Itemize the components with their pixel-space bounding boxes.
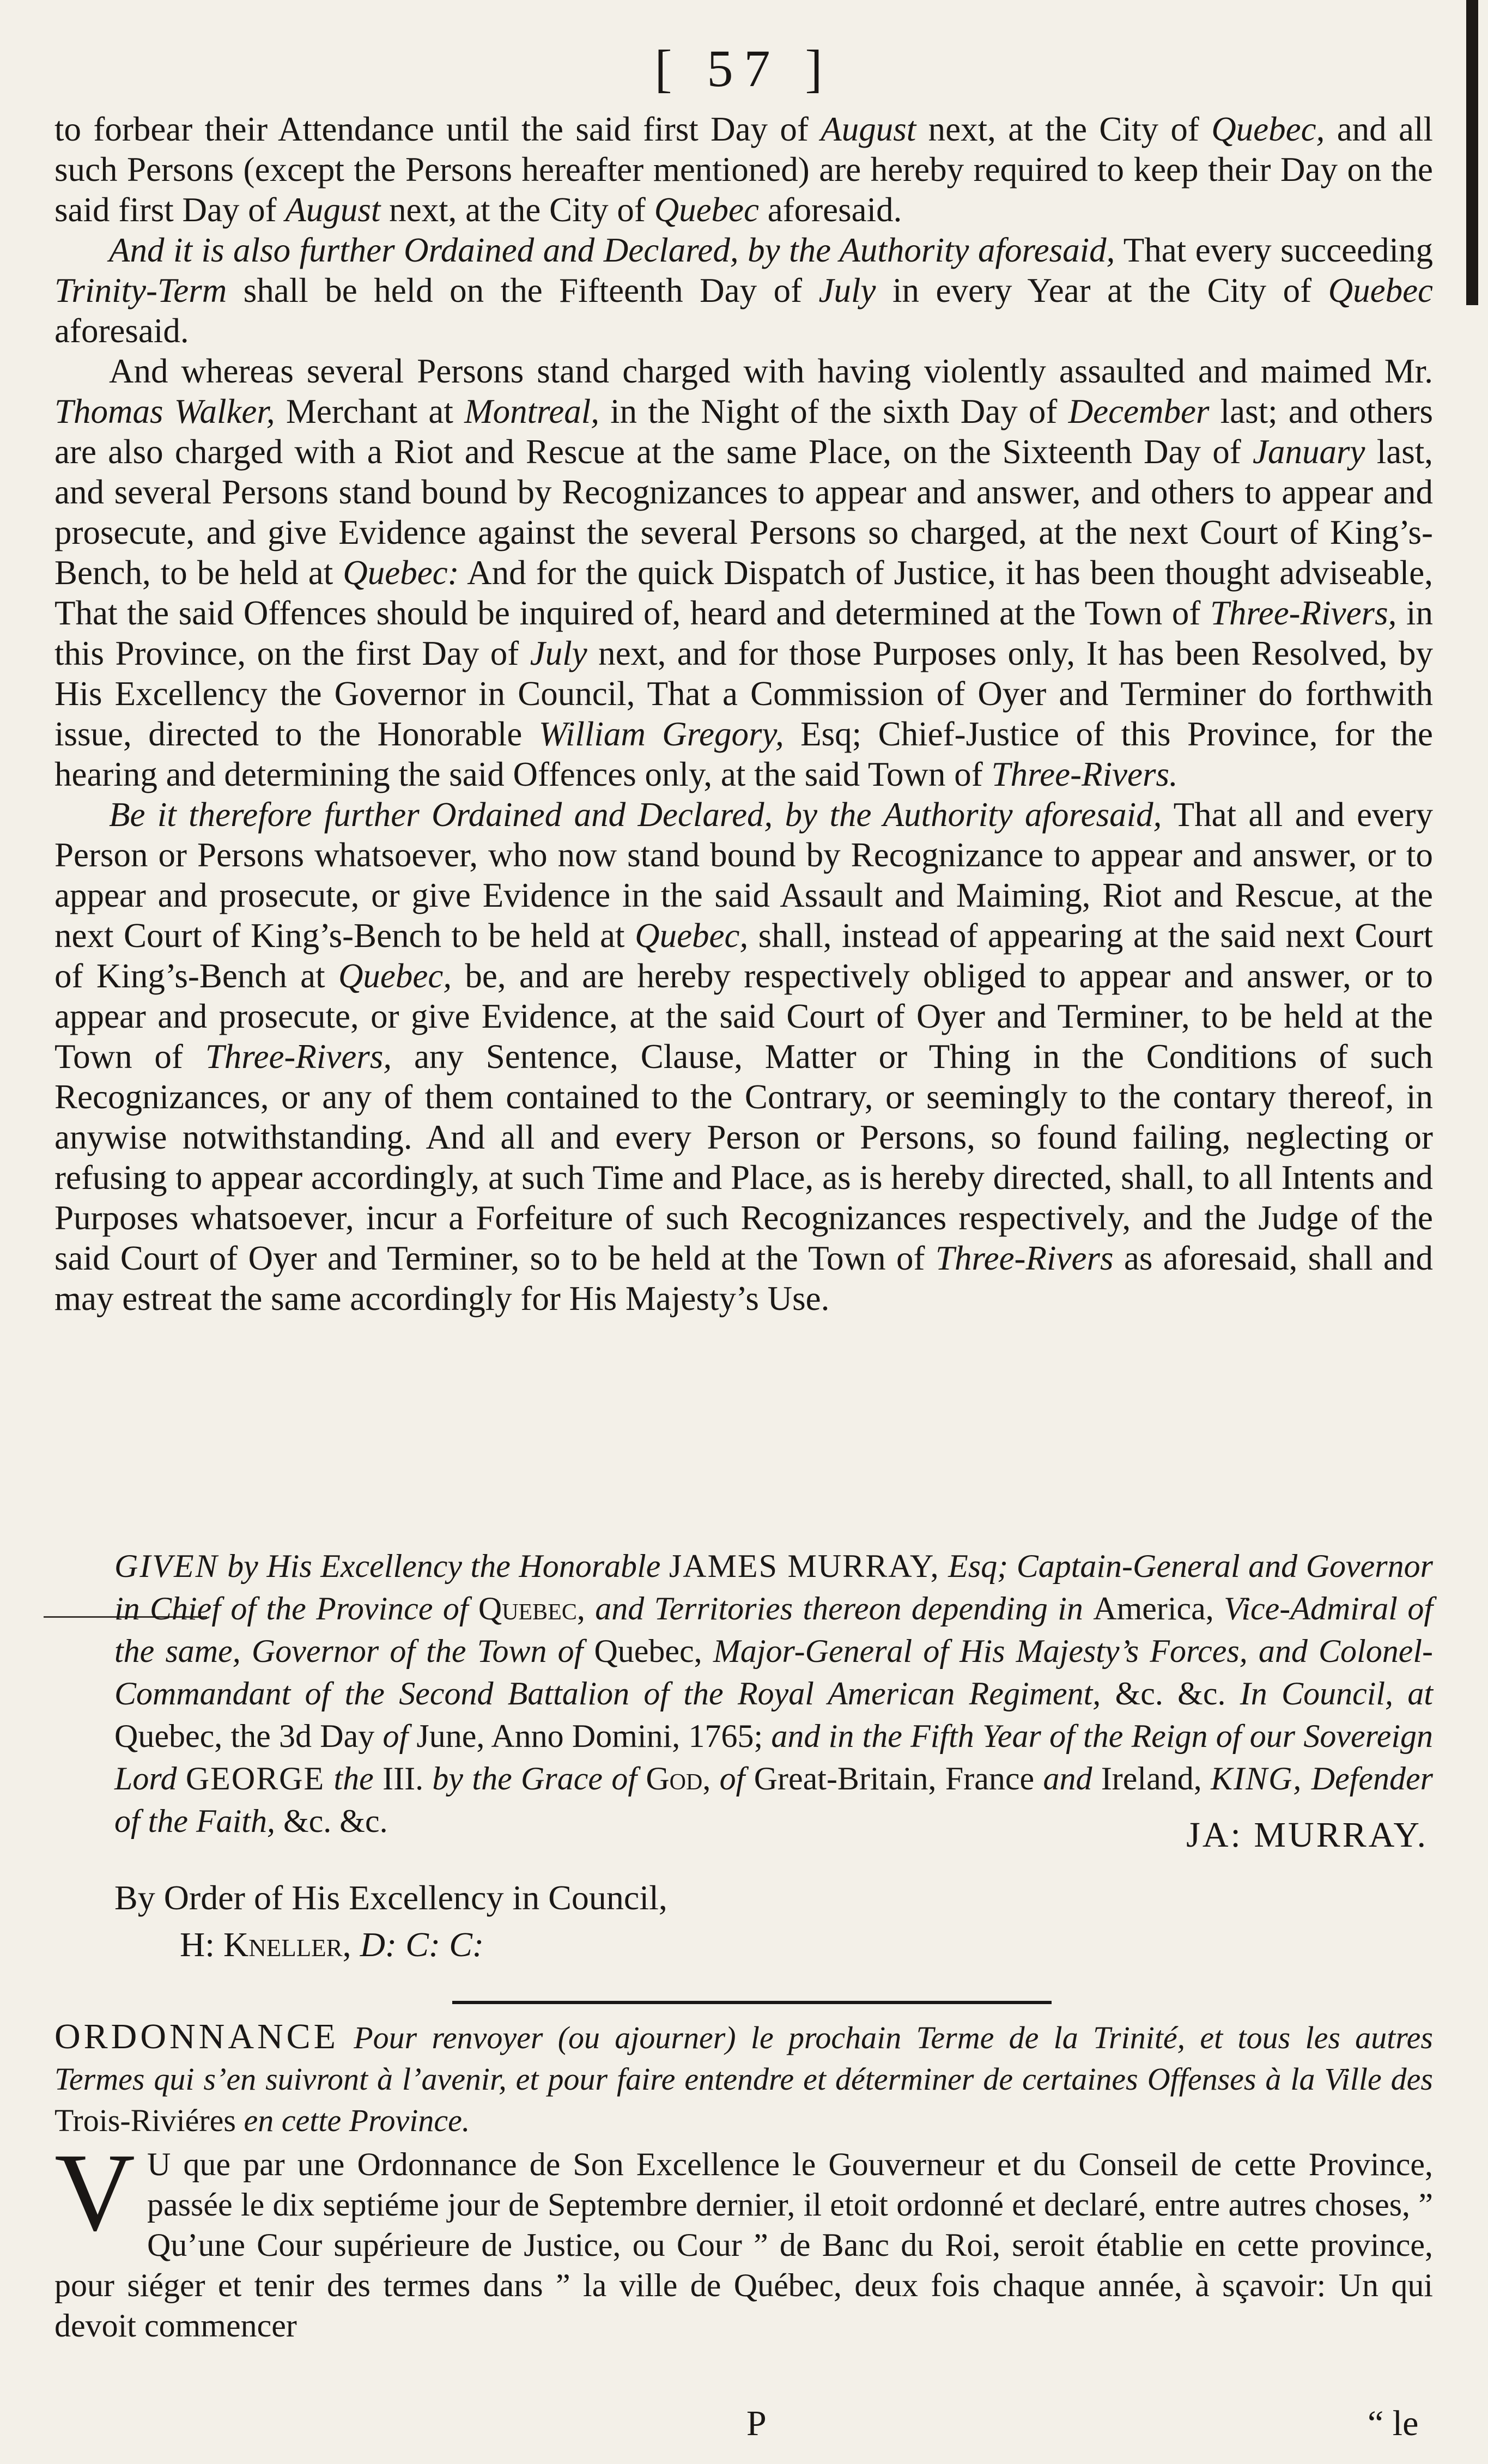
- order-block: [114, 1874, 667, 1968]
- drop-cap: V: [54, 2131, 136, 2254]
- section-rule: [452, 2001, 1052, 2004]
- kneller-title: D: C: C:: [360, 1925, 484, 1964]
- given-clause: GIVEN by His Excellency the Honorable JAMES MURRAY, Esq; Captain-General and Governor in Chief of the Province of Quebec, and Territories thereon depending in America, Vice-Admiral of the same, Governor of the Town of Quebec, Major-General of His Majesty’s Forces, and Colonel-Commandant of the Second Battalion of the Royal American Regiment, &c. &c. In Council, at Quebec, the 3d Day of June, Anno Domini, 1765; and in the Fifth Year of the Reign of our Sovereign Lord GEORGE the III. by the Grace of God, of Great-Britain, France and Ireland, KING, Defender of the Faith, &c. &c.: [114, 1548, 1434, 1839]
- paragraph-2: And it is also further Ordained and Declared, by the Authority aforesaid, That every succeeding Trinity-Term shall be held on the Fifteenth Day of July in every Year at the City of Quebec aforesaid.: [54, 231, 1433, 350]
- paragraph-1: to forbear their Attendance until the said first Day of August next, at the City of Quebec, and all such Persons (except the Persons hereafter mentioned) are hereby required to keep their Day on the said first Day of August next, at the City of Quebec aforesaid.: [54, 110, 1434, 229]
- ordonnance-title: ORDONNANCE Pour renvoyer (ou ajourner) le prochain Terme de la Trinité, et tous les autres Termes qui s’en suivront à l’avenir, et pour faire entendre et déterminer de certaines Offenses à la Ville des Trois-Riviéres en cette Province.: [54, 2017, 1433, 2138]
- body-text: [54, 109, 1433, 1319]
- ordonnance-text: U que par une Ordonnance de Son Excellence le Gouverneur et du Conseil de cette Province, passée le dix septiéme jour de Septembre dernier, il etoit ordonné et declaré, entre autres choses, ” Qu’une Cour supérieure de Justice, ou Cour ” de Banc du Roi, seroit établie en cette province, pour siéger et tenir des termes dans ” la ville de Québec, deux fois chaque année, à sçavoir: Un qui devoit commencer: [54, 2146, 1433, 2344]
- ordonnance-body: [54, 2131, 1433, 2346]
- paragraph-4: Be it therefore further Ordained and Declared, by the Authority aforesaid, That all and every Person or Persons whatsoever, who now stand bound by Recognizance to appear and answer, or to appear and prosecute, or give Evidence in the said Assault and Maiming, Riot and Rescue, at the next Court of King’s-Bench to be held at Quebec, shall, instead of appearing at the said next Court of King’s-Bench at Quebec, be, and are hereby respectively obliged to appear and answer, or to appear and prosecute, or give Evidence, at the said Court of Oyer and Terminer, to be held at the Town of Three-Rivers, any Sentence, Clause, Matter or Thing in the Conditions of such Recognizances, or any of them contained to the Contrary, or seemingly to the contary thereof, in anywise notwithstanding. And all and every Person or Persons, so found failing, neglecting or refusing to appear accordingly, at such Time and Place, as is hereby directed, shall, to all Intents and Purposes whatsoever, incur a Forfeiture of such Recognizances respectively, and the Judge of the said Court of Oyer and Terminer, so to be held at the Town of Three-Rivers as aforesaid, shall and may estreat the same accordingly for His Majesty’s Use.: [54, 796, 1434, 1318]
- ordonnance-heading: ORDONNANCE: [54, 2017, 339, 2056]
- catchword: “ le: [1368, 2404, 1419, 2443]
- signature: JA: MURRAY.: [1186, 1815, 1428, 1855]
- paragraph-3: And whereas several Persons stand charged with having violently assaulted and maimed Mr. Thomas Walker, Merchant at Montreal, in the Night of the sixth Day of December last; and others are also charged with a Riot and Rescue at the same Place, on the Sixteenth Day of January last, and several Persons stand bound by Recognizances to appear and answer, and others to appear and prosecute, and give Evidence against the several Persons so charged, at the next Court of King’s-Bench, to be held at Quebec: And for the quick Dispatch of Justice, it has been thought adviseable, That the said Offences should be inquired of, heard and determined at the Town of Three-Rivers, in this Province, on the first Day of July next, and for those Purposes only, It has been Resolved, by His Excellency the Governor in Council, That a Commission of Oyer and Terminer do forthwith issue, directed to the Honorable William Gregory, Esq; Chief-Justice of this Province, for the hearing and determining the said Offences only, at the said Town of Three-Rivers.: [54, 352, 1434, 793]
- kneller-line: [114, 1921, 667, 1968]
- page-number: [ 57 ]: [654, 39, 834, 98]
- order-line: By Order of His Excellency in Council,: [114, 1878, 667, 1917]
- signature-mark: P: [746, 2404, 767, 2443]
- kneller-name: H: Kneller,: [180, 1925, 351, 1964]
